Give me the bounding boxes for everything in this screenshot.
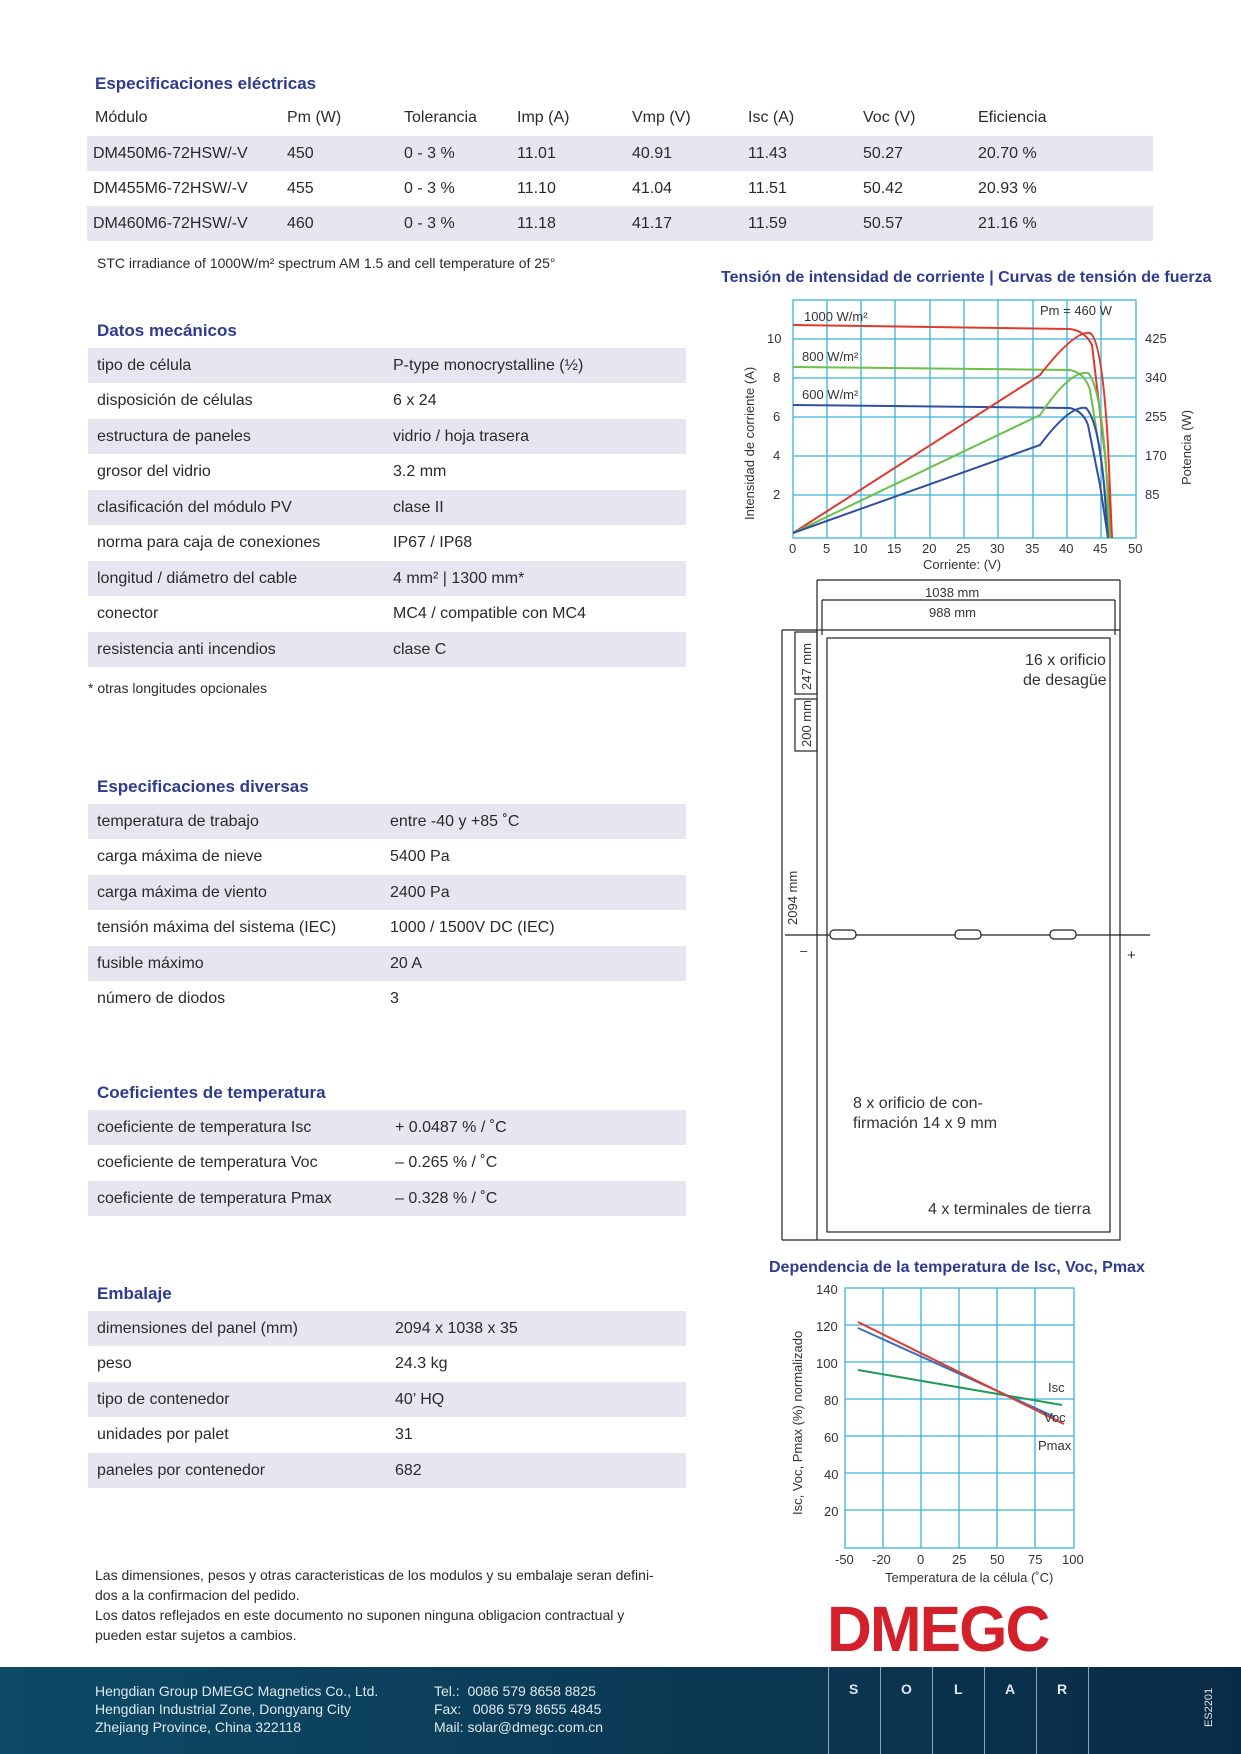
iv-xticks [789,541,1142,556]
table-cell: 11.43 [748,144,787,162]
footer [0,1667,1241,1754]
footer-company: Hengdian Group DMEGC Magnetics Co., Ltd. [95,1683,379,1699]
doc-code: ES2201 [1203,1687,1215,1727]
spec-label: tipo de célula [97,356,192,374]
spec-value: 5400 Pa [390,848,450,865]
table-row [88,632,686,667]
footer-tel: Tel.: 0086 579 8658 8825 [434,1683,596,1699]
xtick: 0 [917,1552,925,1567]
spec-label: conector [97,605,159,622]
spec-label: dimensiones del panel (mm) [97,1319,298,1337]
y2tick: 85 [1145,487,1160,502]
mechanical-note: * otras longitudes opcionales [88,680,268,696]
table-row [87,136,1153,171]
spec-value: P-type monocrystalline (½) [393,356,584,374]
table-row [88,982,686,1017]
table-cell: DM460M6-72HSW/-V [93,214,248,232]
spec-value: clase II [393,498,444,516]
footer-address1: Hengdian Industrial Zone, Dongyang City [95,1701,352,1717]
disclaimer [95,1565,654,1645]
ytick: 4 [773,448,781,463]
temp-chart-title: Dependencia de la temperatura de Isc, Voc, Pmax [769,1259,1145,1276]
table-row [88,348,686,383]
dim-width-outer: 1038 mm [925,585,980,600]
xtick: 50 [1128,541,1143,556]
table-row [88,840,686,875]
dim-height: 2094 mm [785,870,800,925]
xtick: 10 [853,541,868,556]
spec-label: disposición de células [97,392,253,409]
table-cell: 460 [287,214,314,232]
spec-value: 20 A [390,954,423,972]
y2tick: 170 [1145,448,1167,463]
column-header: Módulo [95,108,148,126]
column-header: Imp (A) [517,108,570,126]
table-row [88,1181,686,1216]
table-row [88,1311,686,1346]
pmax-line [858,1322,1064,1424]
table-row [87,206,1153,241]
table-cell: 21.16 % [978,214,1037,232]
stc-note: STC irradiance of 1000W/m² spectrum AM 1.5 and cell temperature of 25° [97,255,556,271]
table-cell: DM455M6-72HSW/-V [93,179,248,197]
table-cell: 0 - 3 % [404,179,455,197]
xtick: -50 [835,1552,854,1567]
xtick: 35 [1025,541,1040,556]
column-header: Voc (V) [863,108,916,126]
column-header: Eficiencia [978,108,1047,126]
spec-label: fusible máximo [97,954,204,972]
irr-label-600: 600 W/m² [802,387,859,402]
table-row [88,419,686,454]
ytick: 2 [773,487,781,502]
spec-value: 1000 / 1500V DC (IEC) [390,919,555,936]
temp-ylabel: Isc, Voc, Pmax (%) normalizado [790,1330,805,1515]
spec-label: unidades por palet [97,1426,229,1443]
mount-holes-label: firmación 14 x 9 mm [853,1115,998,1132]
mount-holes-label: 8 x orificio de con- [853,1095,983,1112]
spec-label: grosor del vidrio [97,463,211,480]
spec-value: 40’ HQ [395,1390,445,1408]
table-cell: 50.27 [863,144,904,162]
spec-value: 24.3 kg [395,1355,448,1372]
xtick: 50 [990,1552,1005,1567]
solar-letter: S [849,1681,859,1697]
spec-label: resistencia anti incendios [97,640,276,658]
drain-holes-label: de desagüe [1023,672,1107,689]
table-cell: 455 [287,179,314,197]
xtick: 20 [922,541,937,556]
packaging-title: Embalaje [97,1284,172,1303]
iv-y2ticks [1145,331,1167,502]
disclaimer-line: dos a la confirmacion del pedido. [95,1587,300,1603]
spec-label: longitud / diámetro del cable [97,569,298,587]
table-row [88,526,686,561]
tempcoef-title: Coeficientes de temperatura [97,1083,326,1102]
spec-value: 3.2 mm [393,463,447,480]
ytick: 6 [773,409,781,424]
table-row [88,1418,686,1453]
xtick: -20 [872,1552,891,1567]
spec-label: coeficiente de temperatura Voc [97,1154,318,1171]
ytick: 100 [816,1356,838,1371]
y2tick: 425 [1145,331,1167,346]
y2tick: 255 [1145,409,1167,424]
solar-letter: O [901,1681,912,1697]
footer-fax: Fax: 0086 579 8655 4845 [434,1701,602,1717]
ytick: 80 [824,1393,839,1408]
minus-terminal: – [800,943,808,958]
disclaimer-line: pueden estar sujetos a cambios. [95,1627,297,1643]
column-header: Isc (A) [748,108,795,126]
footer-address2: Zhejiang Province, China 322118 [95,1719,301,1735]
table-row [88,1110,686,1145]
spec-label: norma para caja de conexiones [97,534,321,551]
table-row [88,490,686,525]
table-cell: 11.51 [748,179,787,197]
column-header: Pm (W) [287,108,342,126]
mechanical-title: Datos mecánicos [97,321,237,340]
spec-value: 682 [395,1461,422,1479]
dim-200: 200 mm [799,700,814,747]
misc-title: Especificaciones diversas [97,777,309,796]
temp-xlabel: Temperatura de la célula (˚C) [885,1570,1054,1585]
spec-value: + 0.0487 % / ˚C [395,1118,507,1136]
table-cell: 50.57 [863,214,904,232]
xtick: 45 [1093,541,1108,556]
iv-yticks [767,331,781,502]
table-cell: 0 - 3 % [404,214,455,232]
ytick: 40 [824,1467,839,1482]
table-row [88,455,686,490]
iv-y2label: Potencia (W) [1179,409,1194,485]
column-header: Tolerancia [404,108,477,126]
table-cell: 11.10 [517,179,556,197]
spec-label: paneles por contenedor [97,1461,266,1479]
xtick: 25 [956,541,971,556]
iv-ylabel: Intensidad de corriente (A) [742,366,757,520]
spec-value: 4 mm² | 1300 mm* [393,569,525,587]
table-cell: DM450M6-72HSW/-V [93,144,248,162]
voc-label: Voc [1044,1410,1066,1425]
solar-letter: L [954,1681,963,1697]
xtick: 75 [1028,1552,1043,1567]
table-cell: 11.01 [517,144,556,162]
table-row [88,561,686,596]
table-cell: 11.18 [517,214,556,232]
spec-label: coeficiente de temperatura Isc [97,1118,312,1136]
isc-line [858,1370,1062,1405]
spec-value: entre -40 y +85 ˚C [390,812,520,830]
table-cell: 40.91 [632,144,673,162]
table-row [88,946,686,981]
xtick: 40 [1059,541,1074,556]
ytick: 120 [816,1319,838,1334]
table-cell: 50.42 [863,179,904,197]
ytick: 8 [773,370,781,385]
table-cell: 20.93 % [978,179,1037,197]
spec-label: carga máxima de nieve [97,848,263,865]
panel-drawing [770,575,1150,1250]
spec-label: coeficiente de temperatura Pmax [97,1189,332,1207]
spec-value: 2400 Pa [390,883,450,901]
column-header: Vmp (V) [632,108,691,126]
ground-label: 4 x terminales de tierra [928,1201,1091,1218]
table-cell: 450 [287,144,314,162]
spec-value: IP67 / IP68 [393,534,473,551]
spec-value: 3 [390,990,399,1007]
ytick: 20 [824,1504,839,1519]
spec-label: carga máxima de viento [97,883,267,901]
spec-value: 2094 x 1038 x 35 [395,1319,518,1337]
table-row [88,804,686,839]
voc-line [858,1328,1055,1417]
table-row [88,911,686,946]
dmegc-logo: DMEGC [827,1593,1049,1665]
spec-label: temperatura de trabajo [97,812,259,830]
table-row [88,875,686,910]
spec-value: vidrio / hoja trasera [393,427,530,445]
pmax-label: Pmax [1038,1438,1072,1453]
table-row [88,597,686,632]
spec-label: clasificación del módulo PV [97,498,292,516]
temp-chart [780,1280,1100,1590]
solar-letter: A [1005,1681,1016,1697]
y2tick: 340 [1145,370,1167,385]
spec-label: peso [97,1355,132,1372]
iv-chart-title: Tensión de intensidad de corriente | Curvas de tensión de fuerza [721,269,1212,286]
table-cell: 11.59 [748,214,787,232]
table-row [88,384,686,419]
spec-label: tensión máxima del sistema (IEC) [97,919,337,936]
ytick: 60 [824,1430,839,1445]
electrical-header-row [87,100,1153,135]
electrical-title: Especificaciones eléctricas [95,74,317,93]
iv-chart [740,295,1200,575]
footer-mail[interactable]: Mail: solar@dmegc.com.cn [434,1719,604,1735]
xtick: 25 [952,1552,967,1567]
table-row [88,1146,686,1181]
spec-value: – 0.265 % / ˚C [395,1154,498,1171]
disclaimer-line: Las dimensiones, pesos y otras caracteristicas de los modulos y su embalaje seran defini- [95,1567,654,1583]
spec-label: tipo de contenedor [97,1390,230,1408]
irr-label-1000: 1000 W/m² [804,309,868,324]
spec-label: número de diodos [97,990,226,1007]
spec-value: MC4 / compatible con MC4 [393,605,586,622]
spec-label: estructura de paneles [97,427,251,445]
table-cell: 20.70 % [978,144,1037,162]
dim-width-inner: 988 mm [929,605,976,620]
spec-value: 31 [395,1426,413,1443]
disclaimer-line: Los datos reflejados en este documento no suponen ninguna obligacion contractual y [95,1607,625,1623]
irr-label-800: 800 W/m² [802,349,859,364]
pm-label: Pm = 460 W [1040,303,1112,318]
xtick: 30 [990,541,1005,556]
dim-247: 247 mm [799,643,814,690]
plus-terminal: + [1127,947,1136,964]
table-row [88,1453,686,1488]
xtick: 15 [887,541,902,556]
drain-holes-label: 16 x orificio [1025,652,1106,669]
table-row [88,1382,686,1417]
xtick: 100 [1062,1552,1084,1567]
spec-value: – 0.328 % / ˚C [395,1189,498,1207]
xtick: 5 [823,541,831,556]
table-cell: 41.04 [632,179,673,197]
ytick: 140 [816,1282,838,1297]
table-row [87,171,1153,206]
table-row [88,1347,686,1382]
isc-label: Isc [1048,1380,1065,1395]
iv-xlabel: Corriente: (V) [923,557,1002,572]
xtick: 0 [789,541,797,556]
solar-letter: R [1057,1681,1068,1697]
table-cell: 0 - 3 % [404,144,455,162]
table-cell: 41.17 [632,214,673,232]
ytick: 10 [767,331,782,346]
spec-value: 6 x 24 [393,392,437,409]
spec-value: clase C [393,640,447,658]
